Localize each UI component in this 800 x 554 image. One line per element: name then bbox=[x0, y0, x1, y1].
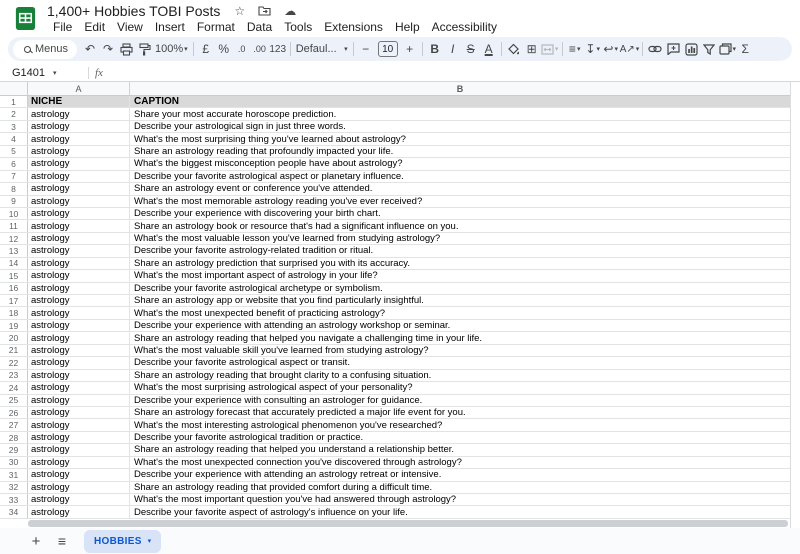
chevron-down-icon: ▾ bbox=[53, 69, 57, 77]
table-row bbox=[0, 196, 790, 208]
table-row-header bbox=[0, 96, 790, 108]
cell-caption[interactable]: What's the most unexpected connection you've discovered through astrology? bbox=[134, 456, 462, 468]
table-row bbox=[0, 345, 790, 357]
merge-cells-icon bbox=[541, 44, 554, 55]
row-number[interactable]: 2 bbox=[0, 108, 28, 119]
table-row bbox=[0, 432, 790, 444]
divider bbox=[562, 42, 563, 56]
cell-niche[interactable]: astrology bbox=[28, 270, 130, 281]
italic-icon: I bbox=[451, 42, 455, 56]
star-icon[interactable]: ☆ bbox=[234, 3, 246, 18]
cell-caption[interactable]: Share an astrology app or website that you find particularly insightful. bbox=[134, 295, 424, 307]
cell-niche[interactable]: astrology bbox=[28, 121, 130, 132]
divider bbox=[193, 42, 194, 56]
cell-caption[interactable]: What's the most interesting astrological phenomenon you've researched? bbox=[134, 419, 443, 431]
increase-font-size-button[interactable] bbox=[401, 40, 419, 59]
text-color-button[interactable] bbox=[480, 40, 498, 59]
fill-color-icon bbox=[507, 43, 520, 56]
cell-caption[interactable]: What's the most valuable skill you've learned from studying astrology? bbox=[134, 344, 429, 356]
cell-caption[interactable]: What's the most surprising astrological aspect of your personality? bbox=[134, 382, 413, 394]
sheet-grid bbox=[0, 82, 800, 528]
strikethrough-button[interactable] bbox=[462, 40, 480, 59]
cell-niche[interactable]: astrology bbox=[28, 482, 130, 493]
column-header-b[interactable]: B bbox=[456, 83, 464, 94]
currency-icon: £ bbox=[202, 42, 210, 56]
cell-caption[interactable]: What's the most surprising thing you've learned about astrology? bbox=[134, 133, 406, 145]
cell-niche[interactable]: astrology bbox=[28, 133, 130, 144]
cell-caption[interactable]: Share an astrology reading that profoundly impacted your life. bbox=[134, 145, 394, 157]
cell-caption[interactable]: Share an astrology reading that provided comfort during a difficult time. bbox=[134, 481, 433, 493]
cell-caption[interactable]: Describe your experience with consulting an astrologer for guidance. bbox=[134, 394, 423, 406]
cell-caption[interactable]: Share an astrology reading that helped you understand a relationship better. bbox=[134, 444, 455, 456]
cell-niche[interactable]: astrology bbox=[28, 395, 130, 406]
sheet-tab-bar bbox=[0, 528, 800, 554]
document-title[interactable]: 1,400+ Hobbies TOBI Posts bbox=[47, 2, 221, 19]
row-number[interactable]: 15 bbox=[0, 270, 28, 281]
cell-caption[interactable]: Share an astrology prediction that surprised you with its accuracy. bbox=[134, 257, 410, 269]
insert-link-button[interactable] bbox=[646, 40, 664, 59]
cell-caption[interactable]: Describe your favorite astrological tradition or practice. bbox=[134, 432, 364, 444]
functions-button[interactable] bbox=[736, 40, 754, 59]
table-row bbox=[0, 482, 790, 494]
row-number[interactable]: 32 bbox=[0, 482, 28, 493]
cell-caption[interactable]: Share an astrology reading that brought clarity to a confusing situation. bbox=[134, 369, 432, 381]
move-folder-icon[interactable] bbox=[258, 5, 271, 16]
chevron-down-icon: ▾ bbox=[554, 46, 559, 53]
toolbar bbox=[8, 37, 792, 61]
plus-icon: + bbox=[31, 532, 41, 550]
table-row bbox=[0, 382, 790, 394]
decrease-decimal-icon: .0 bbox=[237, 44, 246, 54]
menu-tools[interactable]: Tools bbox=[284, 20, 313, 34]
borders-icon: ⊞ bbox=[526, 42, 537, 56]
insert-comment-icon bbox=[667, 43, 680, 55]
sheet-tab-hobbies[interactable] bbox=[84, 530, 161, 553]
cell-caption[interactable]: Share an astrology reading that helped you navigate a challenging time in your life. bbox=[134, 332, 483, 344]
cell-caption[interactable]: Share an astrology book or resource that's had a significant influence on you. bbox=[134, 220, 459, 232]
table-row bbox=[0, 158, 790, 170]
percent-format-button[interactable] bbox=[215, 40, 233, 59]
cell-caption[interactable]: What's the most important question you've had answered through astrology? bbox=[134, 494, 457, 506]
horizontal-align-icon: ≡ bbox=[568, 42, 576, 56]
increase-decimal-icon: .00 bbox=[253, 44, 266, 54]
menu-edit[interactable]: Edit bbox=[84, 20, 106, 34]
cell-niche[interactable]: astrology bbox=[28, 357, 130, 368]
menu-format[interactable]: Format bbox=[196, 20, 235, 34]
cell-caption[interactable]: Describe your favorite aspect of astrology's influence on your life. bbox=[134, 506, 408, 518]
row-number[interactable]: 16 bbox=[0, 283, 28, 294]
add-sheet-button[interactable] bbox=[26, 533, 46, 550]
divider bbox=[290, 42, 291, 56]
row-number[interactable]: 3 bbox=[0, 121, 28, 132]
name-box-value: G1401 bbox=[12, 66, 46, 79]
table-row bbox=[0, 469, 790, 481]
chevron-down-icon: ▾ bbox=[184, 46, 188, 53]
table-row bbox=[0, 283, 790, 295]
column-headers bbox=[0, 82, 790, 96]
row-number[interactable]: 29 bbox=[0, 444, 28, 455]
row-number[interactable]: 20 bbox=[0, 332, 28, 343]
decrease-font-size-button[interactable] bbox=[357, 40, 375, 59]
row-number[interactable]: 18 bbox=[0, 307, 28, 318]
chevron-down-icon: ▾ bbox=[596, 46, 600, 53]
table-row bbox=[0, 357, 790, 369]
table-row bbox=[0, 295, 790, 307]
table-row bbox=[0, 506, 790, 518]
sum-icon: Σ bbox=[741, 42, 749, 56]
table-row bbox=[0, 419, 790, 431]
row-number[interactable]: 21 bbox=[0, 345, 28, 356]
undo-icon: ↶ bbox=[85, 42, 96, 56]
menu-file[interactable]: File bbox=[53, 20, 73, 34]
number-format-button[interactable] bbox=[269, 40, 287, 59]
cell-niche[interactable]: astrology bbox=[28, 506, 130, 517]
row-number[interactable]: 5 bbox=[0, 146, 28, 157]
cell-caption[interactable]: Describe your experience with discovering your birth chart. bbox=[134, 208, 381, 220]
table-row bbox=[0, 332, 790, 344]
table-row bbox=[0, 494, 790, 506]
cell-niche[interactable]: astrology bbox=[28, 108, 130, 119]
row-number[interactable]: 4 bbox=[0, 133, 28, 144]
row-number[interactable]: 11 bbox=[0, 220, 28, 231]
cell-niche[interactable]: astrology bbox=[28, 444, 130, 455]
paint-format-button[interactable] bbox=[135, 40, 153, 59]
divider bbox=[422, 42, 423, 56]
row-number[interactable]: 34 bbox=[0, 506, 28, 517]
menu-data[interactable]: Data bbox=[246, 20, 273, 34]
table-row bbox=[0, 370, 790, 382]
row-number[interactable]: 10 bbox=[0, 208, 28, 219]
horizontal-scrollbar[interactable] bbox=[28, 520, 788, 527]
table-views-button[interactable] bbox=[718, 40, 736, 59]
row-number[interactable]: 31 bbox=[0, 469, 28, 480]
all-sheets-button[interactable] bbox=[52, 533, 72, 549]
cell-niche[interactable]: astrology bbox=[28, 220, 130, 231]
cell-niche[interactable]: astrology bbox=[28, 320, 130, 331]
cell-niche[interactable]: astrology bbox=[28, 245, 130, 256]
row-number[interactable]: 33 bbox=[0, 494, 28, 505]
row-number[interactable]: 9 bbox=[0, 196, 28, 207]
menus-search-button[interactable] bbox=[13, 40, 77, 59]
cell-niche[interactable]: astrology bbox=[28, 432, 130, 443]
row-number[interactable]: 1 bbox=[0, 96, 28, 107]
table-views-icon bbox=[719, 43, 732, 55]
divider bbox=[88, 67, 89, 79]
cell-niche[interactable]: astrology bbox=[28, 183, 130, 194]
table-row bbox=[0, 444, 790, 456]
column-header-a[interactable]: A bbox=[28, 82, 130, 95]
cell-niche[interactable]: astrology bbox=[28, 146, 130, 157]
cell-niche[interactable]: astrology bbox=[28, 196, 130, 207]
divider bbox=[642, 42, 643, 56]
cell-caption[interactable]: What's the biggest misconception people have about astrology? bbox=[134, 158, 403, 170]
cell-niche[interactable]: astrology bbox=[28, 345, 130, 356]
row-number[interactable]: 28 bbox=[0, 432, 28, 443]
cell-caption[interactable]: Share your most accurate horoscope prediction. bbox=[134, 108, 337, 120]
table-row bbox=[0, 183, 790, 195]
font-select[interactable] bbox=[294, 40, 350, 59]
cell-caption[interactable]: Share an astrology event or conference you've attended. bbox=[134, 183, 373, 195]
cell-caption[interactable]: Describe your experience with attending an astrology workshop or seminar. bbox=[134, 320, 451, 332]
vertical-align-button[interactable] bbox=[584, 40, 602, 59]
sheet-rows bbox=[0, 108, 790, 519]
cell-caption[interactable]: Describe your astrological sign in just three words. bbox=[134, 121, 346, 133]
filter-icon bbox=[703, 44, 715, 55]
insert-chart-icon bbox=[685, 43, 698, 56]
merge-cells-button[interactable] bbox=[541, 40, 559, 59]
cell-niche[interactable]: astrology bbox=[28, 233, 130, 244]
cell-niche[interactable]: astrology bbox=[28, 258, 130, 269]
cell-caption-header[interactable]: CAPTION bbox=[130, 96, 790, 107]
text-rotation-icon: A↗ bbox=[619, 43, 635, 55]
table-row bbox=[0, 133, 790, 145]
chevron-down-icon: ▾ bbox=[147, 538, 152, 545]
decrease-decimal-button[interactable] bbox=[233, 40, 251, 59]
row-number[interactable]: 6 bbox=[0, 158, 28, 169]
row-number[interactable]: 17 bbox=[0, 295, 28, 306]
cell-niche[interactable]: astrology bbox=[28, 158, 130, 169]
cell-niche[interactable]: astrology bbox=[28, 332, 130, 343]
cell-caption[interactable]: What's the most important aspect of astrology in your life? bbox=[134, 270, 378, 282]
row-number[interactable]: 12 bbox=[0, 233, 28, 244]
plus-icon: + bbox=[406, 42, 414, 56]
all-sheets-icon: ≡ bbox=[57, 533, 67, 549]
cell-caption[interactable]: What's the most memorable astrology reading you've ever received? bbox=[134, 195, 423, 207]
menu-view[interactable]: View bbox=[117, 20, 143, 34]
vertical-scrollbar[interactable] bbox=[790, 82, 800, 528]
chevron-down-icon: ▾ bbox=[732, 46, 737, 53]
menus-label: Menus bbox=[35, 43, 69, 55]
divider bbox=[353, 42, 354, 56]
cloud-status-icon[interactable]: ☁ bbox=[284, 3, 297, 18]
table-row bbox=[0, 146, 790, 158]
formula-bar bbox=[0, 64, 800, 82]
sheets-logo-icon[interactable] bbox=[13, 6, 38, 31]
table-row bbox=[0, 233, 790, 245]
zoom-select[interactable] bbox=[153, 40, 190, 59]
chevron-down-icon: ▾ bbox=[614, 46, 618, 53]
cell-caption[interactable]: Share an astrology forecast that accurately predicted a major life event for you. bbox=[134, 407, 466, 419]
bold-button[interactable] bbox=[426, 40, 444, 59]
fx-icon: fx bbox=[95, 66, 103, 79]
row-number[interactable]: 26 bbox=[0, 407, 28, 418]
name-box[interactable] bbox=[0, 67, 88, 79]
increase-decimal-button[interactable] bbox=[251, 40, 269, 59]
minus-icon: − bbox=[362, 42, 370, 56]
table-row bbox=[0, 245, 790, 257]
print-button[interactable] bbox=[117, 40, 135, 59]
table-row bbox=[0, 108, 790, 120]
row-number[interactable]: 8 bbox=[0, 183, 28, 194]
cell-niche[interactable]: astrology bbox=[28, 283, 130, 294]
table-row bbox=[0, 208, 790, 220]
cell-niche-header[interactable]: NICHE bbox=[28, 96, 130, 107]
insert-link-icon bbox=[648, 45, 662, 53]
text-wrap-button[interactable] bbox=[602, 40, 620, 59]
table-row bbox=[0, 171, 790, 183]
number-format-icon: 123 bbox=[269, 43, 287, 55]
insert-comment-button[interactable] bbox=[664, 40, 682, 59]
strikethrough-icon: S bbox=[466, 42, 475, 56]
table-row bbox=[0, 258, 790, 270]
cell-caption[interactable]: Describe your favorite astrological aspect or transit. bbox=[134, 357, 350, 369]
zoom-value: 100% bbox=[155, 43, 184, 55]
row-number[interactable]: 22 bbox=[0, 357, 28, 368]
row-number[interactable]: 30 bbox=[0, 457, 28, 468]
table-row bbox=[0, 121, 790, 133]
text-wrap-icon: ↩ bbox=[603, 42, 614, 56]
table-row bbox=[0, 220, 790, 232]
menu-extensions[interactable]: Extensions bbox=[324, 20, 383, 34]
cell-niche[interactable]: astrology bbox=[28, 494, 130, 505]
menu-insert[interactable]: Insert bbox=[154, 20, 185, 34]
row-number[interactable]: 14 bbox=[0, 258, 28, 269]
table-row bbox=[0, 457, 790, 469]
menu-help[interactable]: Help bbox=[394, 20, 420, 34]
table-row bbox=[0, 395, 790, 407]
row-number[interactable]: 19 bbox=[0, 320, 28, 331]
undo-button[interactable] bbox=[81, 40, 99, 59]
cell-niche[interactable]: astrology bbox=[28, 419, 130, 430]
cell-caption[interactable]: What's the most valuable lesson you've learned from studying astrology? bbox=[134, 233, 441, 245]
italic-button[interactable] bbox=[444, 40, 462, 59]
font-size-value: 10 bbox=[382, 43, 394, 55]
row-number[interactable]: 27 bbox=[0, 419, 28, 430]
cell-niche[interactable]: astrology bbox=[28, 370, 130, 381]
cell-niche[interactable]: astrology bbox=[28, 295, 130, 306]
insert-chart-button[interactable] bbox=[682, 40, 700, 59]
font-size-input[interactable] bbox=[378, 41, 398, 57]
title-bar bbox=[0, 0, 800, 36]
chevron-down-icon: ▾ bbox=[635, 46, 640, 53]
vertical-align-icon: ↧ bbox=[585, 42, 596, 56]
cell-niche[interactable]: astrology bbox=[28, 171, 130, 182]
borders-button[interactable] bbox=[523, 40, 541, 59]
text-rotation-button[interactable] bbox=[620, 40, 640, 59]
chevron-down-icon: ▾ bbox=[344, 46, 348, 53]
cell-caption[interactable]: Describe your favorite astrology-related tradition or ritual. bbox=[134, 245, 374, 257]
menu-bar bbox=[47, 20, 503, 35]
chevron-down-icon: ▾ bbox=[576, 46, 581, 53]
search-icon bbox=[24, 46, 31, 53]
row-number[interactable]: 7 bbox=[0, 171, 28, 182]
currency-format-button[interactable] bbox=[197, 40, 215, 59]
cell-niche[interactable]: astrology bbox=[28, 469, 130, 480]
cell-niche[interactable]: astrology bbox=[28, 382, 130, 393]
row-number[interactable]: 25 bbox=[0, 395, 28, 406]
percent-icon: % bbox=[218, 42, 230, 56]
paint-format-icon bbox=[138, 43, 151, 56]
create-filter-button[interactable] bbox=[700, 40, 718, 59]
table-row bbox=[0, 307, 790, 319]
table-row bbox=[0, 270, 790, 282]
fill-color-button[interactable] bbox=[505, 40, 523, 59]
select-all-corner[interactable] bbox=[0, 82, 28, 95]
cell-niche[interactable]: astrology bbox=[28, 457, 130, 468]
font-name: Defaul... bbox=[295, 43, 337, 55]
divider bbox=[501, 42, 502, 56]
cell-niche[interactable]: astrology bbox=[28, 407, 130, 418]
text-color-icon: A bbox=[484, 42, 493, 56]
print-icon bbox=[120, 43, 133, 56]
cell-caption[interactable]: Describe your favorite astrological archetype or symbolism. bbox=[134, 282, 383, 294]
cell-caption[interactable]: Describe your favorite astrological aspect or planetary influence. bbox=[134, 170, 404, 182]
redo-icon: ↷ bbox=[103, 42, 114, 56]
cell-caption[interactable]: What's the most unexpected benefit of practicing astrology? bbox=[134, 307, 386, 319]
bold-icon: B bbox=[430, 42, 440, 56]
table-row bbox=[0, 320, 790, 332]
cell-niche[interactable]: astrology bbox=[28, 208, 130, 219]
row-number[interactable]: 13 bbox=[0, 245, 28, 256]
row-number[interactable]: 23 bbox=[0, 370, 28, 381]
table-row bbox=[0, 407, 790, 419]
cell-niche[interactable]: astrology bbox=[28, 307, 130, 318]
row-number[interactable]: 24 bbox=[0, 382, 28, 393]
cell-caption[interactable]: Describe your experience with attending an astrology retreat or intensive. bbox=[134, 469, 442, 481]
redo-button[interactable] bbox=[99, 40, 117, 59]
horizontal-align-button[interactable] bbox=[566, 40, 584, 59]
sheet-tab-label: HOBBIES bbox=[94, 535, 142, 547]
menu-accessibility[interactable]: Accessibility bbox=[431, 20, 497, 34]
